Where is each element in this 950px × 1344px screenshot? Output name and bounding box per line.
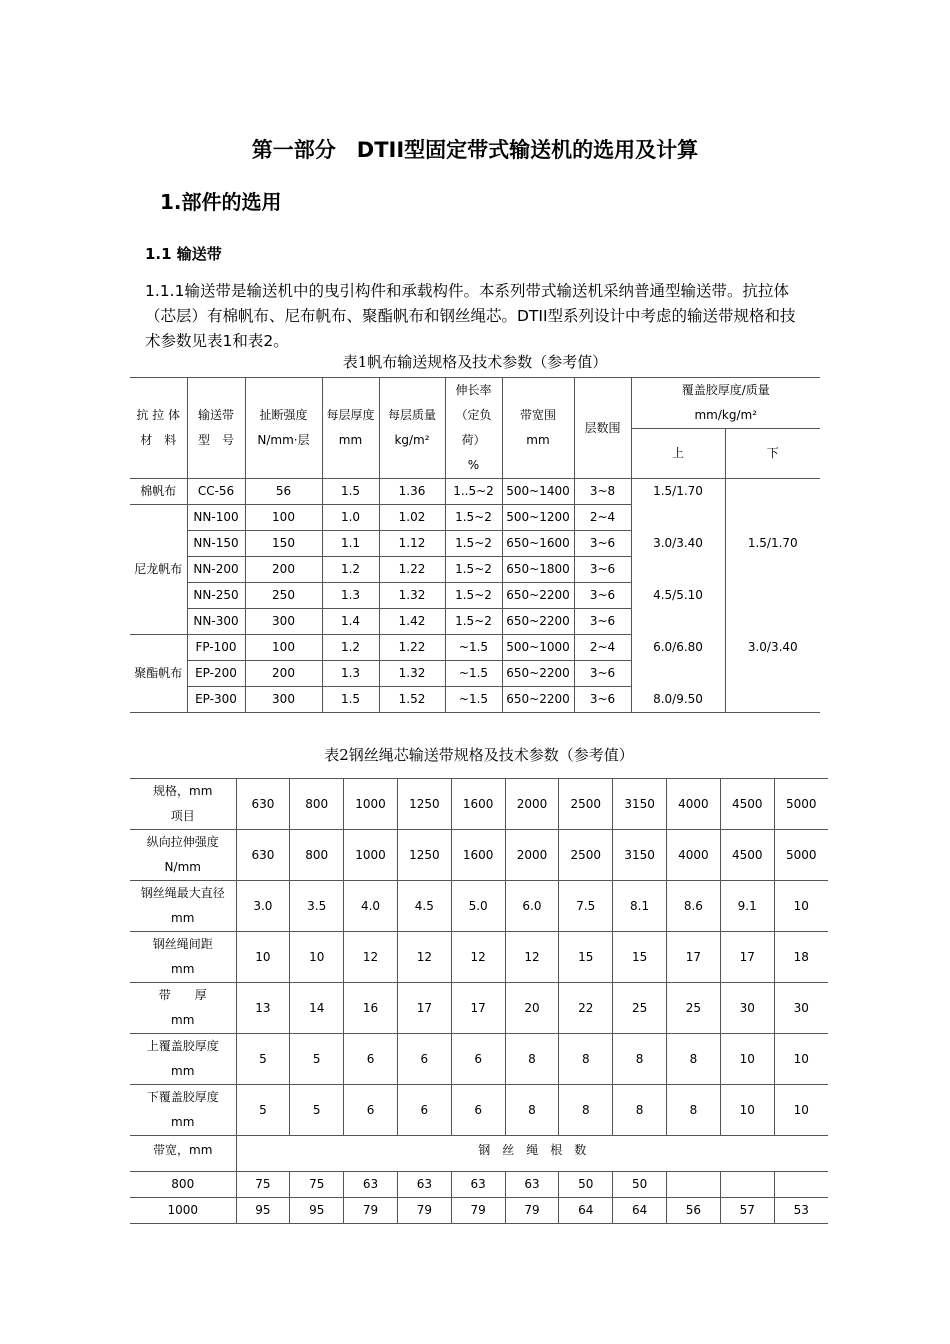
cell-elongation: ~1.5: [445, 635, 502, 661]
cell-thickness: 1.5: [322, 479, 379, 505]
spec-header: 800: [290, 779, 344, 830]
cell-elongation: ~1.5: [445, 661, 502, 687]
cell-lower: 3.0/3.40: [725, 635, 820, 661]
cell-elongation: 1.5~2: [445, 505, 502, 531]
cell-value: 2500: [559, 830, 613, 881]
cell-value: 25: [613, 983, 667, 1034]
cell-value: 63: [505, 1172, 559, 1198]
cell-value: 9.1: [720, 881, 774, 932]
table2-caption: 表2钢丝绳芯输送带规格及技术参数（参考值）: [324, 746, 634, 764]
cell-mass: 1.02: [379, 505, 445, 531]
part-title: 第一部分 DTII型固定带式输送机的选用及计算: [251, 138, 699, 162]
cell-elongation: 1..5~2: [445, 479, 502, 505]
cell-plies: 3~6: [574, 531, 631, 557]
cell-value: 6: [397, 1085, 451, 1136]
row-label: 800: [130, 1172, 236, 1198]
cell-value: 64: [559, 1198, 613, 1224]
cell-thickness: 1.3: [322, 661, 379, 687]
cell-strength: 300: [245, 687, 322, 713]
rope-count-header: 钢 丝 绳 根 数: [236, 1136, 828, 1172]
header-plies: 层数围: [574, 378, 631, 479]
cell-value: 13: [236, 983, 290, 1034]
cell-value: 8: [667, 1034, 721, 1085]
fabric-belt-table: [130, 377, 820, 713]
cell-elongation: 1.5~2: [445, 583, 502, 609]
cell-strength: 100: [245, 635, 322, 661]
cell-value: 15: [559, 932, 613, 983]
cell-mass: 1.32: [379, 583, 445, 609]
spec-header: 1600: [451, 779, 505, 830]
cell-width: 650~1600: [502, 531, 574, 557]
spec-header: 4000: [667, 779, 721, 830]
cell-mass: 1.52: [379, 687, 445, 713]
cell-value: 8: [559, 1085, 613, 1136]
cell-elongation: 1.5~2: [445, 609, 502, 635]
cell-plies: 3~6: [574, 583, 631, 609]
cell-upper: 8.0/9.50: [631, 687, 725, 713]
cell-value: 1600: [451, 830, 505, 881]
cell-value: 630: [236, 830, 290, 881]
cell-value: 6: [451, 1034, 505, 1085]
cell-width: 500~1200: [502, 505, 574, 531]
header-width: 带宽围 mm: [502, 378, 574, 479]
cell-value: 25: [667, 983, 721, 1034]
section-heading: 1.部件的选用: [160, 190, 282, 214]
row-label: 规格，mm 项目: [130, 779, 236, 830]
cell-value: 5: [290, 1034, 344, 1085]
cell-strength: 200: [245, 661, 322, 687]
cell-value: 50: [613, 1172, 667, 1198]
cell-model: NN-100: [187, 505, 245, 531]
cell-value: 30: [774, 983, 828, 1034]
spec-header: 2000: [505, 779, 559, 830]
cell-width: 650~2200: [502, 583, 574, 609]
cell-value: 14: [290, 983, 344, 1034]
row-label: 下覆盖胶厚度 mm: [130, 1085, 236, 1136]
cell-value: 79: [397, 1198, 451, 1224]
group-cotton: 棉帆布: [130, 479, 187, 505]
cell-value: 4.0: [344, 881, 398, 932]
cell-lower: 1.5/1.70: [725, 531, 820, 557]
cell-value: 53: [774, 1198, 828, 1224]
cell-value: 8: [505, 1085, 559, 1136]
cell-value: 4.5: [397, 881, 451, 932]
header-cover: 覆盖胶厚度/质量 mm/kg/m²: [631, 378, 820, 429]
cell-value: 10: [236, 932, 290, 983]
cell-value: 8: [667, 1085, 721, 1136]
cell-value: 12: [451, 932, 505, 983]
row-label: 纵向拉伸强度 N/mm: [130, 830, 236, 881]
cell-plies: 2~4: [574, 635, 631, 661]
cell-value: 4000: [667, 830, 721, 881]
cell-thickness: 1.0: [322, 505, 379, 531]
cell-value: 30: [720, 983, 774, 1034]
cell-value: 6: [344, 1034, 398, 1085]
group-nylon: 尼龙帆布: [130, 505, 187, 635]
cell-value: 12: [344, 932, 398, 983]
cell-width: 650~2200: [502, 661, 574, 687]
header-strength: 扯断强度 N/mm·层: [245, 378, 322, 479]
cell-model: NN-250: [187, 583, 245, 609]
cell-value: 63: [397, 1172, 451, 1198]
cell-strength: 56: [245, 479, 322, 505]
table1-caption: 表1帆布输送规格及技术参数（参考值）: [342, 353, 608, 371]
intro-paragraph: 1.1.1输送带是输送机中的曳引构件和承载构件。本系列带式输送机采纳普通型输送带。抗拉体（芯层）有棉帆布、尼布帆布、聚酯帆布和钢丝绳芯。DTII型系列设计中考虑的输送带规格和技术参数见表1和表2。: [145, 282, 796, 350]
spec-header: 4500: [720, 779, 774, 830]
cell-value: 8: [559, 1034, 613, 1085]
cell-value: 64: [613, 1198, 667, 1224]
cell-value: 79: [505, 1198, 559, 1224]
cell-value: 6: [451, 1085, 505, 1136]
cell-upper: 1.5/1.70: [631, 479, 725, 505]
cell-value: 18: [774, 932, 828, 983]
cell-strength: 250: [245, 583, 322, 609]
cell-plies: 2~4: [574, 505, 631, 531]
cell-value: 22: [559, 983, 613, 1034]
cell-model: NN-200: [187, 557, 245, 583]
spec-header: 630: [236, 779, 290, 830]
cell-value: 2000: [505, 830, 559, 881]
cell-width: 650~2200: [502, 687, 574, 713]
spec-header: 3150: [613, 779, 667, 830]
cell-plies: 3~6: [574, 661, 631, 687]
cell-value: [774, 1172, 828, 1198]
row-label: 钢丝绳最大直径 mm: [130, 881, 236, 932]
header-elongation: 伸长率 （定负 荷） %: [445, 378, 502, 479]
cell-upper: 4.5/5.10: [631, 583, 725, 609]
cell-value: 50: [559, 1172, 613, 1198]
cell-value: 3150: [613, 830, 667, 881]
spec-header: 1000: [344, 779, 398, 830]
cell-elongation: 1.5~2: [445, 531, 502, 557]
row-label: 1000: [130, 1198, 236, 1224]
cell-value: 17: [397, 983, 451, 1034]
cell-mass: 1.12: [379, 531, 445, 557]
cell-mass: 1.22: [379, 557, 445, 583]
cell-value: 95: [290, 1198, 344, 1224]
cell-strength: 200: [245, 557, 322, 583]
cell-upper: 3.0/3.40: [631, 531, 725, 557]
cell-value: 57: [720, 1198, 774, 1224]
cell-value: 10: [720, 1034, 774, 1085]
cell-value: 8: [505, 1034, 559, 1085]
row-label: 带宽，mm: [130, 1136, 236, 1172]
cell-value: 8: [613, 1085, 667, 1136]
cell-value: 20: [505, 983, 559, 1034]
cell-width: 500~1000: [502, 635, 574, 661]
cell-value: 5000: [774, 830, 828, 881]
cell-value: 95: [236, 1198, 290, 1224]
cell-value: 5: [236, 1085, 290, 1136]
cell-elongation: 1.5~2: [445, 557, 502, 583]
cell-value: 8: [613, 1034, 667, 1085]
header-material: 抗 拉 体 材 料: [130, 378, 187, 479]
cell-model: EP-300: [187, 687, 245, 713]
cell-strength: 150: [245, 531, 322, 557]
cell-value: 5: [290, 1085, 344, 1136]
cell-model: NN-150: [187, 531, 245, 557]
cell-strength: 300: [245, 609, 322, 635]
cell-value: 3.0: [236, 881, 290, 932]
cell-value: 56: [667, 1198, 721, 1224]
cell-mass: 1.36: [379, 479, 445, 505]
cell-value: 75: [236, 1172, 290, 1198]
header-thickness: 每层厚度 mm: [322, 378, 379, 479]
cell-value: 10: [290, 932, 344, 983]
cell-value: 17: [451, 983, 505, 1034]
cell-value: 8.1: [613, 881, 667, 932]
cell-thickness: 1.2: [322, 635, 379, 661]
cell-value: 4500: [720, 830, 774, 881]
cell-value: 10: [774, 1085, 828, 1136]
row-label: 带 厚 mm: [130, 983, 236, 1034]
cell-thickness: 1.1: [322, 531, 379, 557]
row-label: 上覆盖胶厚度 mm: [130, 1034, 236, 1085]
cell-value: [667, 1172, 721, 1198]
cell-value: 63: [344, 1172, 398, 1198]
cell-value: 10: [774, 881, 828, 932]
cell-model: FP-100: [187, 635, 245, 661]
header-model: 输送带 型 号: [187, 378, 245, 479]
cell-value: 17: [720, 932, 774, 983]
header-upper: 上: [631, 429, 725, 479]
cell-mass: 1.42: [379, 609, 445, 635]
spec-header: 2500: [559, 779, 613, 830]
steel-cord-belt-table: [130, 778, 828, 1224]
group-polyester: 聚酯帆布: [130, 635, 187, 713]
spec-header: 5000: [774, 779, 828, 830]
cell-value: 6.0: [505, 881, 559, 932]
cell-thickness: 1.4: [322, 609, 379, 635]
cell-strength: 100: [245, 505, 322, 531]
spec-header: 1250: [397, 779, 451, 830]
cell-value: [720, 1172, 774, 1198]
cell-value: 6: [344, 1085, 398, 1136]
row-label: 钢丝绳间距 mm: [130, 932, 236, 983]
cell-upper: 6.0/6.80: [631, 635, 725, 661]
cell-value: 8.6: [667, 881, 721, 932]
cell-value: 5.0: [451, 881, 505, 932]
cell-model: EP-200: [187, 661, 245, 687]
cell-value: 10: [774, 1034, 828, 1085]
cell-plies: 3~6: [574, 609, 631, 635]
cell-mass: 1.22: [379, 635, 445, 661]
cell-model: CC-56: [187, 479, 245, 505]
cell-width: 500~1400: [502, 479, 574, 505]
cell-plies: 3~6: [574, 557, 631, 583]
cell-value: 16: [344, 983, 398, 1034]
cell-plies: 3~8: [574, 479, 631, 505]
cell-width: 650~2200: [502, 609, 574, 635]
cell-value: 7.5: [559, 881, 613, 932]
cell-value: 79: [344, 1198, 398, 1224]
cell-model: NN-300: [187, 609, 245, 635]
cell-value: 12: [505, 932, 559, 983]
cell-value: 10: [720, 1085, 774, 1136]
cell-thickness: 1.3: [322, 583, 379, 609]
cell-value: 6: [397, 1034, 451, 1085]
cell-value: 75: [290, 1172, 344, 1198]
cell-thickness: 1.2: [322, 557, 379, 583]
cell-value: 63: [451, 1172, 505, 1198]
header-lower: 下: [725, 429, 820, 479]
cell-plies: 3~6: [574, 687, 631, 713]
cell-thickness: 1.5: [322, 687, 379, 713]
cell-value: 1000: [344, 830, 398, 881]
cell-width: 650~1800: [502, 557, 574, 583]
cell-value: 5: [236, 1034, 290, 1085]
cell-value: 79: [451, 1198, 505, 1224]
cell-mass: 1.32: [379, 661, 445, 687]
subsection-heading: 1.1 输送带: [145, 245, 222, 263]
cell-value: 15: [613, 932, 667, 983]
cell-value: 1250: [397, 830, 451, 881]
cell-value: 3.5: [290, 881, 344, 932]
cell-elongation: ~1.5: [445, 687, 502, 713]
cell-value: 17: [667, 932, 721, 983]
cell-value: 800: [290, 830, 344, 881]
header-mass: 每层质量 kg/m²: [379, 378, 445, 479]
cell-value: 12: [397, 932, 451, 983]
